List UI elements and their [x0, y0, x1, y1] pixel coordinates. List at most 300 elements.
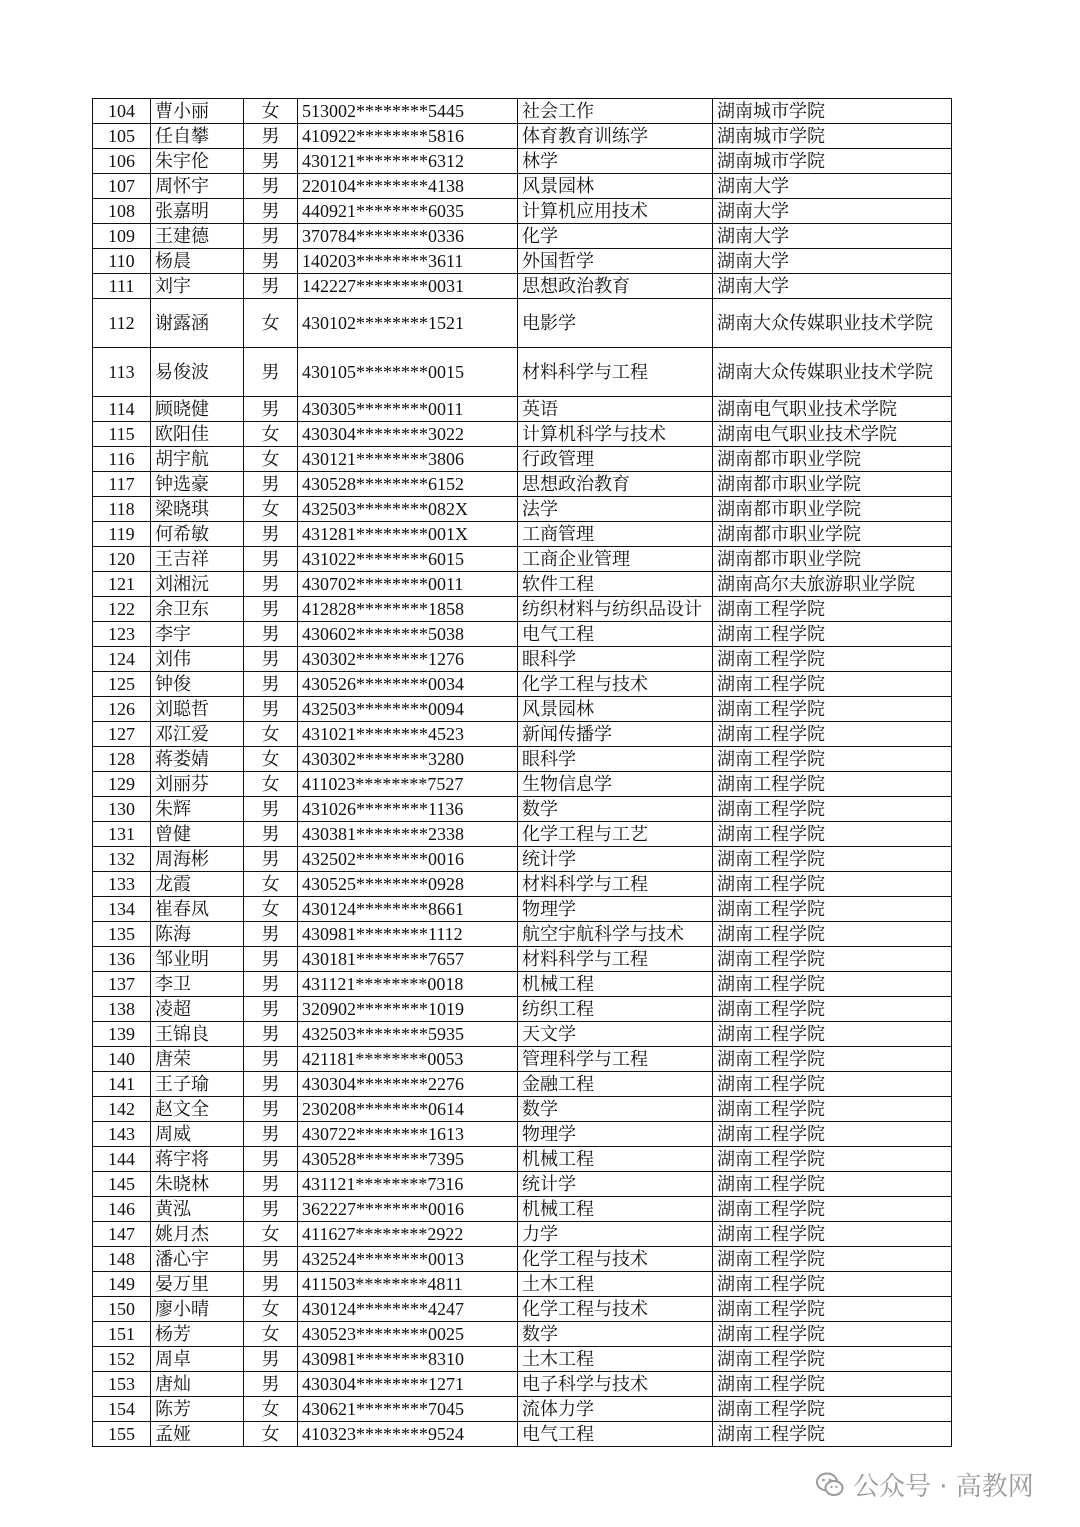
major-cell: 眼科学 — [518, 747, 713, 772]
university-cell: 湖南都市职业学院 — [713, 547, 952, 572]
table-row — [93, 422, 952, 447]
gender-cell: 男 — [244, 1347, 298, 1372]
id-number-cell: 410922********5816 — [298, 124, 518, 149]
gender-cell: 女 — [244, 872, 298, 897]
table-row — [93, 1347, 952, 1372]
major-cell: 土木工程 — [518, 1272, 713, 1297]
major-cell: 工商管理 — [518, 522, 713, 547]
admission-list-table — [92, 98, 952, 1447]
major-cell: 管理科学与工程 — [518, 1047, 713, 1072]
university-cell: 湖南大众传媒职业技术学院 — [713, 299, 952, 348]
row-number-cell: 109 — [93, 224, 151, 249]
row-number-cell: 119 — [93, 522, 151, 547]
student-name-cell: 姚月杰 — [151, 1222, 244, 1247]
student-name-cell: 周怀宇 — [151, 174, 244, 199]
student-name-cell: 邹业明 — [151, 947, 244, 972]
table-row — [93, 1022, 952, 1047]
major-cell: 风景园林 — [518, 174, 713, 199]
row-number-cell: 139 — [93, 1022, 151, 1047]
table-row — [93, 299, 952, 348]
gender-cell: 女 — [244, 1422, 298, 1447]
major-cell: 社会工作 — [518, 99, 713, 124]
student-name-cell: 任自攀 — [151, 124, 244, 149]
university-cell: 湖南工程学院 — [713, 1172, 952, 1197]
university-cell: 湖南工程学院 — [713, 1072, 952, 1097]
student-name-cell: 杨晨 — [151, 249, 244, 274]
student-name-cell: 张嘉明 — [151, 199, 244, 224]
gender-cell: 女 — [244, 1397, 298, 1422]
row-number-cell: 110 — [93, 249, 151, 274]
university-cell: 湖南城市学院 — [713, 99, 952, 124]
row-number-cell: 124 — [93, 647, 151, 672]
gender-cell: 男 — [244, 472, 298, 497]
major-cell: 风景园林 — [518, 697, 713, 722]
id-number-cell: 430621********7045 — [298, 1397, 518, 1422]
gender-cell: 女 — [244, 422, 298, 447]
student-name-cell: 刘湘沅 — [151, 572, 244, 597]
row-number-cell: 125 — [93, 672, 151, 697]
gender-cell: 男 — [244, 947, 298, 972]
gender-cell: 女 — [244, 447, 298, 472]
id-number-cell: 430528********7395 — [298, 1147, 518, 1172]
row-number-cell: 142 — [93, 1097, 151, 1122]
university-cell: 湖南工程学院 — [713, 997, 952, 1022]
id-number-cell: 430181********7657 — [298, 947, 518, 972]
student-name-cell: 刘伟 — [151, 647, 244, 672]
id-number-cell: 430304********1271 — [298, 1372, 518, 1397]
id-number-cell: 432503********0094 — [298, 697, 518, 722]
major-cell: 机械工程 — [518, 1147, 713, 1172]
university-cell: 湖南工程学院 — [713, 1297, 952, 1322]
id-number-cell: 421181********0053 — [298, 1047, 518, 1072]
major-cell: 天文学 — [518, 1022, 713, 1047]
university-cell: 湖南工程学院 — [713, 622, 952, 647]
university-cell: 湖南大学 — [713, 274, 952, 299]
student-name-cell: 凌超 — [151, 997, 244, 1022]
gender-cell: 男 — [244, 922, 298, 947]
student-name-cell: 刘宇 — [151, 274, 244, 299]
table-row — [93, 547, 952, 572]
major-cell: 材料科学与工程 — [518, 947, 713, 972]
major-cell: 电影学 — [518, 299, 713, 348]
major-cell: 纺织材料与纺织品设计 — [518, 597, 713, 622]
university-cell: 湖南工程学院 — [713, 822, 952, 847]
row-number-cell: 108 — [93, 199, 151, 224]
id-number-cell: 220104********4138 — [298, 174, 518, 199]
table-row — [93, 1372, 952, 1397]
major-cell: 计算机应用技术 — [518, 199, 713, 224]
row-number-cell: 121 — [93, 572, 151, 597]
university-cell: 湖南都市职业学院 — [713, 472, 952, 497]
gender-cell: 女 — [244, 299, 298, 348]
row-number-cell: 143 — [93, 1122, 151, 1147]
student-name-cell: 唐灿 — [151, 1372, 244, 1397]
row-number-cell: 154 — [93, 1397, 151, 1422]
gender-cell: 女 — [244, 1222, 298, 1247]
gender-cell: 男 — [244, 1372, 298, 1397]
university-cell: 湖南电气职业技术学院 — [713, 422, 952, 447]
id-number-cell: 430102********1521 — [298, 299, 518, 348]
table-row — [93, 647, 952, 672]
student-name-cell: 蒋宇将 — [151, 1147, 244, 1172]
student-name-cell: 晏万里 — [151, 1272, 244, 1297]
student-name-cell: 龙霞 — [151, 872, 244, 897]
id-number-cell: 432502********0016 — [298, 847, 518, 872]
table-row — [93, 1272, 952, 1297]
id-number-cell: 411627********2922 — [298, 1222, 518, 1247]
id-number-cell: 430304********3022 — [298, 422, 518, 447]
watermark-text: 公众号 · 高教网 — [853, 1472, 1034, 1502]
gender-cell: 男 — [244, 1047, 298, 1072]
id-number-cell: 430981********1112 — [298, 922, 518, 947]
row-number-cell: 141 — [93, 1072, 151, 1097]
major-cell: 纺织工程 — [518, 997, 713, 1022]
id-number-cell: 440921********6035 — [298, 199, 518, 224]
university-cell: 湖南城市学院 — [713, 124, 952, 149]
id-number-cell: 430124********4247 — [298, 1297, 518, 1322]
major-cell: 航空宇航科学与技术 — [518, 922, 713, 947]
table-row — [93, 1397, 952, 1422]
id-number-cell: 430602********5038 — [298, 622, 518, 647]
gender-cell: 女 — [244, 1322, 298, 1347]
id-number-cell: 430304********2276 — [298, 1072, 518, 1097]
table-row — [93, 149, 952, 174]
university-cell: 湖南工程学院 — [713, 1422, 952, 1447]
student-name-cell: 唐荣 — [151, 1047, 244, 1072]
table-row — [93, 397, 952, 422]
row-number-cell: 117 — [93, 472, 151, 497]
table-row — [93, 897, 952, 922]
university-cell: 湖南大学 — [713, 224, 952, 249]
watermark — [815, 1466, 1034, 1503]
university-cell: 湖南工程学院 — [713, 872, 952, 897]
table-row — [93, 1222, 952, 1247]
id-number-cell: 430121********3806 — [298, 447, 518, 472]
table-row — [93, 1122, 952, 1147]
university-cell: 湖南工程学院 — [713, 1322, 952, 1347]
id-number-cell: 230208********0614 — [298, 1097, 518, 1122]
student-name-cell: 潘心宇 — [151, 1247, 244, 1272]
major-cell: 物理学 — [518, 897, 713, 922]
gender-cell: 女 — [244, 1297, 298, 1322]
gender-cell: 男 — [244, 1272, 298, 1297]
university-cell: 湖南工程学院 — [713, 697, 952, 722]
university-cell: 湖南工程学院 — [713, 797, 952, 822]
gender-cell: 男 — [244, 672, 298, 697]
major-cell: 力学 — [518, 1222, 713, 1247]
row-number-cell: 120 — [93, 547, 151, 572]
university-cell: 湖南工程学院 — [713, 1347, 952, 1372]
major-cell: 林学 — [518, 149, 713, 174]
gender-cell: 男 — [244, 522, 298, 547]
major-cell: 生物信息学 — [518, 772, 713, 797]
id-number-cell: 430523********0025 — [298, 1322, 518, 1347]
id-number-cell: 430121********6312 — [298, 149, 518, 174]
major-cell: 机械工程 — [518, 972, 713, 997]
student-name-cell: 王子瑜 — [151, 1072, 244, 1097]
table-row — [93, 99, 952, 124]
university-cell: 湖南工程学院 — [713, 947, 952, 972]
major-cell: 金融工程 — [518, 1072, 713, 1097]
table-row — [93, 124, 952, 149]
row-number-cell: 153 — [93, 1372, 151, 1397]
table-row — [93, 1172, 952, 1197]
university-cell: 湖南工程学院 — [713, 1047, 952, 1072]
id-number-cell: 320902********1019 — [298, 997, 518, 1022]
table-row — [93, 1072, 952, 1097]
major-cell: 外国哲学 — [518, 249, 713, 274]
student-name-cell: 王吉祥 — [151, 547, 244, 572]
id-number-cell: 430124********8661 — [298, 897, 518, 922]
student-name-cell: 廖小晴 — [151, 1297, 244, 1322]
student-name-cell: 王建德 — [151, 224, 244, 249]
student-name-cell: 钟俊 — [151, 672, 244, 697]
major-cell: 电子科学与技术 — [518, 1372, 713, 1397]
major-cell: 法学 — [518, 497, 713, 522]
university-cell: 湖南工程学院 — [713, 1147, 952, 1172]
table-row — [93, 1247, 952, 1272]
wechat-icon — [815, 1470, 845, 1500]
student-name-cell: 刘丽芬 — [151, 772, 244, 797]
row-number-cell: 115 — [93, 422, 151, 447]
university-cell: 湖南都市职业学院 — [713, 497, 952, 522]
student-name-cell: 欧阳佳 — [151, 422, 244, 447]
major-cell: 电气工程 — [518, 622, 713, 647]
id-number-cell: 430381********2338 — [298, 822, 518, 847]
row-number-cell: 122 — [93, 597, 151, 622]
gender-cell: 男 — [244, 1072, 298, 1097]
student-name-cell: 黄泓 — [151, 1197, 244, 1222]
row-number-cell: 149 — [93, 1272, 151, 1297]
table-row — [93, 224, 952, 249]
major-cell: 统计学 — [518, 1172, 713, 1197]
row-number-cell: 118 — [93, 497, 151, 522]
major-cell: 体育教育训练学 — [518, 124, 713, 149]
row-number-cell: 144 — [93, 1147, 151, 1172]
student-name-cell: 谢露涵 — [151, 299, 244, 348]
row-number-cell: 105 — [93, 124, 151, 149]
student-name-cell: 蒋娄婧 — [151, 747, 244, 772]
university-cell: 湖南工程学院 — [713, 747, 952, 772]
id-number-cell: 140203********3611 — [298, 249, 518, 274]
gender-cell: 女 — [244, 747, 298, 772]
table-row — [93, 1147, 952, 1172]
university-cell: 湖南工程学院 — [713, 897, 952, 922]
gender-cell: 女 — [244, 722, 298, 747]
table-row — [93, 472, 952, 497]
table-row — [93, 572, 952, 597]
major-cell: 化学 — [518, 224, 713, 249]
major-cell: 土木工程 — [518, 1347, 713, 1372]
row-number-cell: 150 — [93, 1297, 151, 1322]
row-number-cell: 129 — [93, 772, 151, 797]
row-number-cell: 112 — [93, 299, 151, 348]
row-number-cell: 155 — [93, 1422, 151, 1447]
row-number-cell: 137 — [93, 972, 151, 997]
table-row — [93, 997, 952, 1022]
university-cell: 湖南大众传媒职业技术学院 — [713, 348, 952, 397]
row-number-cell: 136 — [93, 947, 151, 972]
id-number-cell: 362227********0016 — [298, 1197, 518, 1222]
university-cell: 湖南工程学院 — [713, 972, 952, 997]
university-cell: 湖南工程学院 — [713, 922, 952, 947]
university-cell: 湖南工程学院 — [713, 597, 952, 622]
student-name-cell: 李宇 — [151, 622, 244, 647]
gender-cell: 女 — [244, 497, 298, 522]
id-number-cell: 430302********1276 — [298, 647, 518, 672]
table-row — [93, 447, 952, 472]
major-cell: 工商企业管理 — [518, 547, 713, 572]
student-name-cell: 孟娅 — [151, 1422, 244, 1447]
id-number-cell: 430526********0034 — [298, 672, 518, 697]
major-cell: 新闻传播学 — [518, 722, 713, 747]
table-row — [93, 847, 952, 872]
gender-cell: 男 — [244, 124, 298, 149]
table-row — [93, 274, 952, 299]
table-row — [93, 1047, 952, 1072]
table-row — [93, 199, 952, 224]
id-number-cell: 430722********1613 — [298, 1122, 518, 1147]
table-body — [93, 99, 952, 1447]
table-row — [93, 922, 952, 947]
gender-cell: 男 — [244, 972, 298, 997]
id-number-cell: 410323********9524 — [298, 1422, 518, 1447]
gender-cell: 男 — [244, 174, 298, 199]
gender-cell: 男 — [244, 1172, 298, 1197]
student-name-cell: 何希敏 — [151, 522, 244, 547]
major-cell: 化学工程与技术 — [518, 672, 713, 697]
major-cell: 数学 — [518, 1322, 713, 1347]
student-name-cell: 余卫东 — [151, 597, 244, 622]
major-cell: 材料科学与工程 — [518, 348, 713, 397]
gender-cell: 男 — [244, 822, 298, 847]
gender-cell: 女 — [244, 99, 298, 124]
gender-cell: 男 — [244, 348, 298, 397]
table-row — [93, 797, 952, 822]
row-number-cell: 116 — [93, 447, 151, 472]
id-number-cell: 430305********0011 — [298, 397, 518, 422]
gender-cell: 男 — [244, 597, 298, 622]
gender-cell: 男 — [244, 697, 298, 722]
university-cell: 湖南城市学院 — [713, 149, 952, 174]
university-cell: 湖南工程学院 — [713, 1372, 952, 1397]
id-number-cell: 432524********0013 — [298, 1247, 518, 1272]
university-cell: 湖南工程学院 — [713, 1097, 952, 1122]
major-cell: 机械工程 — [518, 1197, 713, 1222]
gender-cell: 男 — [244, 797, 298, 822]
student-name-cell: 曾健 — [151, 822, 244, 847]
row-number-cell: 147 — [93, 1222, 151, 1247]
row-number-cell: 126 — [93, 697, 151, 722]
gender-cell: 男 — [244, 847, 298, 872]
id-number-cell: 370784********0336 — [298, 224, 518, 249]
table-row — [93, 348, 952, 397]
row-number-cell: 128 — [93, 747, 151, 772]
university-cell: 湖南大学 — [713, 174, 952, 199]
gender-cell: 男 — [244, 547, 298, 572]
gender-cell: 男 — [244, 1197, 298, 1222]
gender-cell: 男 — [244, 1022, 298, 1047]
gender-cell: 男 — [244, 572, 298, 597]
row-number-cell: 138 — [93, 997, 151, 1022]
table-row — [93, 772, 952, 797]
major-cell: 计算机科学与技术 — [518, 422, 713, 447]
gender-cell: 男 — [244, 1097, 298, 1122]
gender-cell: 男 — [244, 1147, 298, 1172]
table-row — [93, 747, 952, 772]
id-number-cell: 431121********7316 — [298, 1172, 518, 1197]
table-row — [93, 947, 952, 972]
major-cell: 材料科学与工程 — [518, 872, 713, 897]
row-number-cell: 113 — [93, 348, 151, 397]
table-row — [93, 1097, 952, 1122]
id-number-cell: 431026********1136 — [298, 797, 518, 822]
row-number-cell: 123 — [93, 622, 151, 647]
row-number-cell: 127 — [93, 722, 151, 747]
university-cell: 湖南工程学院 — [713, 1022, 952, 1047]
table-row — [93, 1322, 952, 1347]
table-row — [93, 722, 952, 747]
table-row — [93, 1197, 952, 1222]
major-cell: 思想政治教育 — [518, 274, 713, 299]
student-name-cell: 刘聪哲 — [151, 697, 244, 722]
row-number-cell: 134 — [93, 897, 151, 922]
row-number-cell: 135 — [93, 922, 151, 947]
id-number-cell: 432503********5935 — [298, 1022, 518, 1047]
major-cell: 电气工程 — [518, 1422, 713, 1447]
major-cell: 眼科学 — [518, 647, 713, 672]
gender-cell: 男 — [244, 647, 298, 672]
student-name-cell: 顾晓健 — [151, 397, 244, 422]
gender-cell: 男 — [244, 622, 298, 647]
id-number-cell: 430105********0015 — [298, 348, 518, 397]
gender-cell: 男 — [244, 249, 298, 274]
row-number-cell: 104 — [93, 99, 151, 124]
row-number-cell: 132 — [93, 847, 151, 872]
major-cell: 化学工程与技术 — [518, 1297, 713, 1322]
university-cell: 湖南电气职业技术学院 — [713, 397, 952, 422]
id-number-cell: 142227********0031 — [298, 274, 518, 299]
university-cell: 湖南工程学院 — [713, 647, 952, 672]
id-number-cell: 430528********6152 — [298, 472, 518, 497]
id-number-cell: 431022********6015 — [298, 547, 518, 572]
table-row — [93, 597, 952, 622]
student-name-cell: 易俊波 — [151, 348, 244, 397]
row-number-cell: 152 — [93, 1347, 151, 1372]
row-number-cell: 131 — [93, 822, 151, 847]
student-name-cell: 邓江爱 — [151, 722, 244, 747]
table-row — [93, 497, 952, 522]
row-number-cell: 145 — [93, 1172, 151, 1197]
university-cell: 湖南工程学院 — [713, 672, 952, 697]
student-name-cell: 崔春凤 — [151, 897, 244, 922]
table-row — [93, 872, 952, 897]
student-name-cell: 朱宇伦 — [151, 149, 244, 174]
table-row — [93, 697, 952, 722]
university-cell: 湖南工程学院 — [713, 772, 952, 797]
row-number-cell: 148 — [93, 1247, 151, 1272]
major-cell: 数学 — [518, 797, 713, 822]
table-row — [93, 672, 952, 697]
university-cell: 湖南工程学院 — [713, 1272, 952, 1297]
student-name-cell: 王锦良 — [151, 1022, 244, 1047]
major-cell: 英语 — [518, 397, 713, 422]
university-cell: 湖南工程学院 — [713, 1222, 952, 1247]
university-cell: 湖南高尔夫旅游职业学院 — [713, 572, 952, 597]
id-number-cell: 513002********5445 — [298, 99, 518, 124]
gender-cell: 男 — [244, 997, 298, 1022]
id-number-cell: 430702********0011 — [298, 572, 518, 597]
